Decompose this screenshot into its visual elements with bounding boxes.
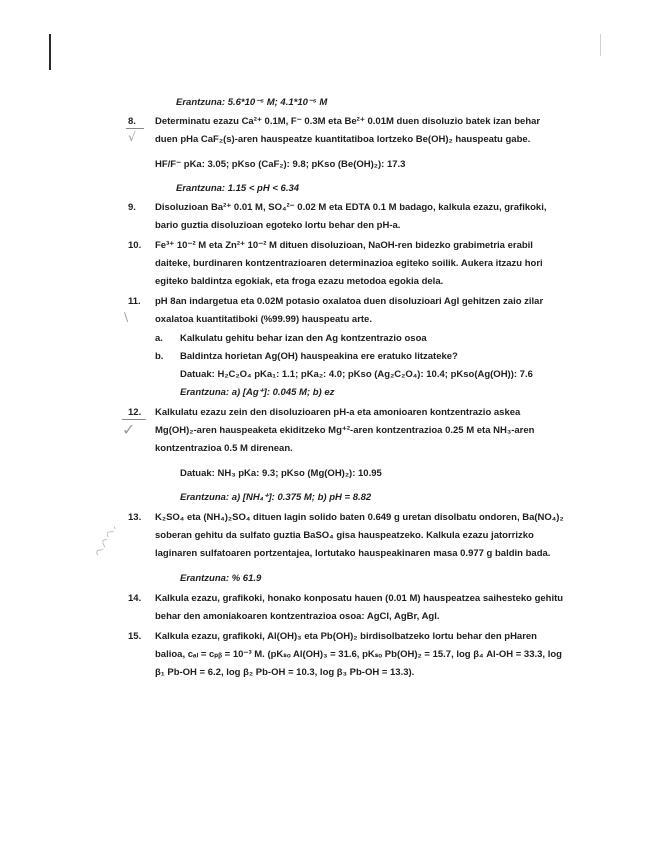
scan-corner-mark (600, 34, 601, 56)
problem-9-line-2: bario guztia disoluzioan egoteko lortu behar den pH-a. (155, 220, 401, 231)
problem-12-line-1: Kalkulatu ezazu zein den disoluzioaren pH-a eta amonioaren kontzentrazio askea (155, 407, 521, 418)
problem-11-a-text: Kalkulatu gehitu behar izan den Ag kontzentrazio osoa (180, 333, 427, 344)
problem-12-line-3: kontzentrazioa 0.5 M direnean. (155, 443, 293, 454)
problem-15-number: 15. (128, 631, 142, 642)
problem-10-line-1: Fe³⁺ 10⁻² M eta Zn²⁺ 10⁻² M dituen disoluzioan, NaOH-ren bidezko grabimetria erabil (155, 240, 533, 251)
problem-14-number: 14. (128, 593, 142, 604)
problem-13-number: 13. (128, 512, 142, 523)
problem-11-b-text: Baldintza horietan Ag(OH) hauspeakina ere eratuko litzateke? (180, 351, 458, 362)
problem-8-line-1: Determinatu ezazu Ca²⁺ 0.1M, F⁻ 0.3M eta Be²⁺ 0.01M duen disoluzio batek izan behar (155, 116, 541, 127)
problem-15-line-2: balioa, cₐₗ = cₚᵦ = 10⁻³ M. (pKₛₒ Al(OH)₃ = 31.6, pKₛₒ Pb(OH)₂ = 15.7, log β₄ Al-OH = 33.3, log (155, 649, 562, 660)
problem-8-underline (126, 128, 144, 129)
problem-10-line-3: egiteko baldintza egokiak, eta froga ezazu metodoa egokia dela. (155, 276, 444, 287)
problem-9-line-1: Disoluzioan Ba²⁺ 0.01 M, SO₄²⁻ 0.02 M eta EDTA 0.1 M badago, kalkula ezazu, grafikoki, (155, 202, 547, 213)
problem-10-line-2: daiteke, burdinaren kontzentrazioaren determinazioa egiteko soilik. Aukera itzazu hori (155, 258, 543, 269)
problem-11-b-label: b. (155, 351, 164, 362)
scan-edge-mark (49, 34, 51, 70)
problem-10-number: 10. (128, 240, 142, 251)
problem-15-line-1: Kalkula ezazu, grafikoki, Al(OH)₃ eta Pb(OH)₂ birdisolbatzeko lortu behar den pHaren (155, 631, 537, 642)
answer-7: Erantzuna: 5.6*10⁻⁵ M; 4.1*10⁻⁵ M (176, 97, 328, 108)
handwritten-note (92, 518, 121, 558)
problem-11-answer: Erantzuna: a) [Ag⁺]: 0.045 M; b) ez (180, 387, 335, 398)
problem-8-number: 8. (128, 116, 136, 127)
problem-13-answer: Erantzuna: % 61.9 (180, 573, 262, 584)
problem-11-a-label: a. (155, 333, 163, 344)
problem-9-number: 9. (128, 202, 136, 213)
problem-12-number: 12. (128, 407, 142, 418)
handwritten-scribble-icon (92, 518, 119, 557)
problem-14-line-2: behar den amoniakoaren kontzentrazioa osoa: AgCl, AgBr, AgI. (155, 611, 440, 622)
problem-8-answer: Erantzuna: 1.15 < pH < 6.34 (176, 183, 300, 194)
problem-8-line-2: duen pHa CaF₂(s)-aren hauspeatze kuantitatiboa lortzeko Be(OH)₂ hauspeatu gabe. (155, 134, 531, 145)
problem-11-line-1: pH 8an indargetua eta 0.02M potasio oxalatoa duen disoluzioari AgI gehitzen zaio zilar (155, 296, 544, 307)
problem-12-answer: Erantzuna: a) [NH₄⁺]: 0.375 M; b) pH = 8.82 (180, 492, 372, 503)
problem-12-data: Datuak: NH₃ pKa: 9.3; pKso (Mg(OH)₂): 10.95 (180, 468, 382, 479)
problem-13-line-3: laginaren sulfatoaren portzentajea, lortutako hauspeakinaren masa 0.977 g baldin bada. (155, 548, 551, 559)
check-mark-icon: √ (128, 130, 136, 144)
problem-12-line-2: Mg(OH)₂-aren hauspeaketa ekiditzeko Mg⁺²-aren kontzentrazioa 0.25 M eta NH₃-aren (155, 425, 535, 436)
problem-8-data: HF/F⁻ pKa: 3.05; pKso (CaF₂): 9.8; pKso (Be(OH)₂): 17.3 (155, 159, 406, 170)
problem-13-line-2: soberan gehitu da sulfato guztia BaSO₄ gisa hauspeatzeko. Kalkula ezazu jatorrizko (155, 530, 534, 541)
problem-11-line-2: oxalatoa kuantitatiboki (%99.99) hauspeatu arte. (155, 314, 372, 325)
problem-11-number: 11. (128, 296, 141, 307)
check-mark-icon: ✓ (122, 420, 136, 439)
check-mark-icon: / (120, 310, 132, 324)
problem-15-line-3: β₁ Pb-OH = 6.2, log β₂ Pb-OH = 10.3, log β₃ Pb-OH = 13.3). (155, 667, 415, 678)
problem-11-data: Datuak: H₂C₂O₄ pKa₁: 1.1; pKa₂: 4.0; pKso (Ag₂C₂O₄): 10.4; pKso(Ag(OH)): 7.6 (180, 369, 533, 380)
problem-13-line-1: K₂SO₄ eta (NH₄)₂SO₄ dituen lagin solido baten 0.649 g uretan disolbatu ondoren, Ba(NO₄)₂ (155, 512, 564, 523)
problem-14-line-1: Kalkula ezazu, grafikoki, honako konposatu hauen (0.01 M) hauspeatzea saihesteko gehitu (155, 593, 564, 604)
